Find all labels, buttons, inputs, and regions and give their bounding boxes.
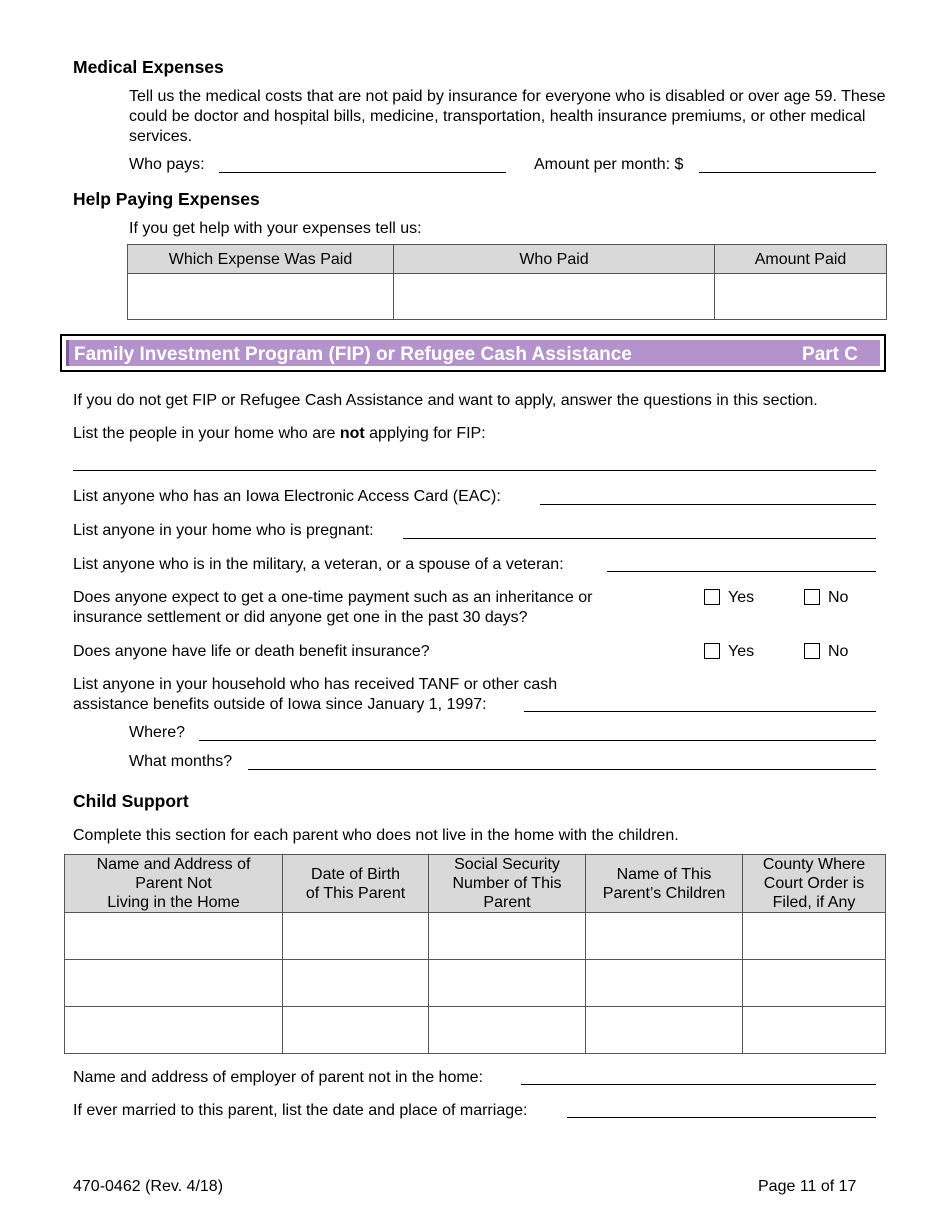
column-header — [743, 855, 886, 913]
table-cell[interactable] — [743, 1007, 886, 1054]
amount-paid-cell[interactable] — [715, 274, 887, 320]
months-field[interactable] — [248, 769, 876, 770]
table-cell[interactable] — [283, 913, 429, 960]
child-support-heading: Child Support — [73, 791, 189, 811]
tanf-line2: assistance benefits outside of Iowa since January 1, 1997: — [73, 696, 487, 713]
column-header: Amount Paid — [715, 245, 887, 274]
banner-title: Family Investment Program (FIP) or Refugee Cash Assistance — [74, 344, 632, 365]
payment-question — [73, 588, 592, 628]
table-cell[interactable] — [743, 960, 886, 1007]
insurance-no-option[interactable] — [804, 642, 848, 662]
employer-field[interactable] — [521, 1084, 876, 1085]
medical-expenses-heading: Medical Expenses — [73, 57, 224, 77]
insurance-yes-option[interactable] — [704, 642, 754, 662]
banner-fill — [66, 340, 880, 366]
fip-intro: If you do not get FIP or Refugee Cash Assistance and want to apply, answer the questions in this section. — [73, 392, 818, 409]
where-field[interactable] — [199, 740, 876, 741]
table-cell[interactable] — [429, 960, 586, 1007]
column-header — [65, 855, 283, 913]
header-line: Parent — [483, 894, 531, 911]
pregnant-label: List anyone in your home who is pregnant: — [73, 522, 374, 539]
amount-per-month-field[interactable] — [699, 172, 876, 173]
column-header: Who Paid — [394, 245, 715, 274]
tanf-field[interactable] — [524, 711, 876, 712]
table-cell[interactable] — [65, 960, 283, 1007]
header-line: Parent Not — [135, 875, 212, 892]
header-line: Social Security — [454, 856, 560, 873]
column-header: Which Expense Was Paid — [128, 245, 394, 274]
column-header — [283, 855, 429, 913]
header-line: County Where — [762, 856, 866, 873]
header-line: Filed, if Any — [772, 894, 856, 911]
military-field[interactable] — [607, 571, 876, 572]
not-applying-label — [73, 424, 486, 444]
expense-paid-cell[interactable] — [128, 274, 394, 320]
no-label: No — [828, 643, 849, 660]
table-cell[interactable] — [65, 1007, 283, 1054]
help-paying-table — [127, 244, 887, 320]
who-pays-label: Who pays: — [129, 156, 205, 173]
help-paying-heading: Help Paying Expenses — [73, 189, 260, 209]
header-line: Living in the Home — [107, 894, 240, 911]
yes-label: Yes — [728, 643, 755, 660]
table-row — [65, 913, 886, 960]
checkbox-icon[interactable] — [704, 589, 720, 605]
tanf-line1: List anyone in your household who has received TANF or other cash — [73, 676, 558, 693]
column-header — [429, 855, 586, 913]
insurance-question: Does anyone have life or death benefit insurance? — [73, 643, 430, 660]
table-cell[interactable] — [283, 1007, 429, 1054]
marriage-label: If ever married to this parent, list the date and place of marriage: — [73, 1102, 528, 1119]
not-applying-field[interactable] — [73, 470, 876, 471]
table-cell[interactable] — [743, 913, 886, 960]
payment-no-option[interactable] — [804, 588, 848, 608]
form-number: 470-0462 (Rev. 4/18) — [73, 1178, 224, 1195]
section-banner — [60, 334, 886, 372]
table-row — [65, 1007, 886, 1054]
child-support-intro: Complete this section for each parent who does not live in the home with the children. — [73, 827, 679, 844]
checkbox-icon[interactable] — [804, 643, 820, 659]
payment-question-line2: insurance settlement or did anyone get one in the past 30 days? — [73, 609, 528, 626]
tanf-question — [73, 675, 557, 715]
employer-label: Name and address of employer of parent not in the home: — [73, 1069, 484, 1086]
who-paid-cell[interactable] — [394, 274, 715, 320]
eac-label: List anyone who has an Iowa Electronic Access Card (EAC): — [73, 488, 501, 505]
table-row — [65, 960, 886, 1007]
banner-part-label: Part C — [802, 344, 858, 365]
payment-yes-option[interactable] — [704, 588, 754, 608]
table-cell[interactable] — [586, 960, 743, 1007]
where-label: Where? — [129, 724, 186, 741]
yes-label: Yes — [728, 589, 755, 606]
not-applying-bold: not — [339, 425, 365, 442]
no-label: No — [828, 589, 849, 606]
not-applying-text-2: applying for FIP: — [364, 425, 486, 442]
header-line: Date of Birth — [311, 865, 400, 883]
help-paying-intro: If you get help with your expenses tell us: — [129, 220, 422, 237]
header-line: Name of This — [616, 865, 712, 883]
medical-expenses-description: Tell us the medical costs that are not paid by insurance for everyone who is disabled or over age 59. These could be doctor and hospital bills, medicine, transportation, health insurance premiums, or other medical services. — [129, 88, 886, 145]
table-cell[interactable] — [586, 913, 743, 960]
header-line: Court Order is — [763, 875, 865, 892]
checkbox-icon[interactable] — [704, 643, 720, 659]
table-cell[interactable] — [283, 960, 429, 1007]
page-number: Page 11 of 17 — [758, 1178, 857, 1195]
payment-question-line1: Does anyone expect to get a one-time payment such as an inheritance or — [73, 589, 593, 606]
child-support-table — [64, 854, 886, 1054]
header-line: of This Parent — [305, 884, 406, 902]
eac-field[interactable] — [540, 504, 876, 505]
months-label: What months? — [129, 753, 233, 770]
table-cell[interactable] — [429, 1007, 586, 1054]
not-applying-text-1: List the people in your home who are — [73, 425, 340, 442]
marriage-field[interactable] — [567, 1117, 876, 1118]
table-cell[interactable] — [429, 913, 586, 960]
column-header — [586, 855, 743, 913]
table-cell[interactable] — [65, 913, 283, 960]
who-pays-field[interactable] — [219, 172, 506, 173]
table-cell[interactable] — [586, 1007, 743, 1054]
header-line: Name and Address of — [96, 856, 251, 873]
amount-per-month-label: Amount per month: $ — [534, 156, 684, 173]
pregnant-field[interactable] — [403, 538, 876, 539]
header-line: Parent’s Children — [602, 884, 726, 902]
military-label: List anyone who is in the military, a veteran, or a spouse of a veteran: — [73, 556, 564, 573]
header-line: Number of This — [452, 875, 562, 892]
checkbox-icon[interactable] — [804, 589, 820, 605]
